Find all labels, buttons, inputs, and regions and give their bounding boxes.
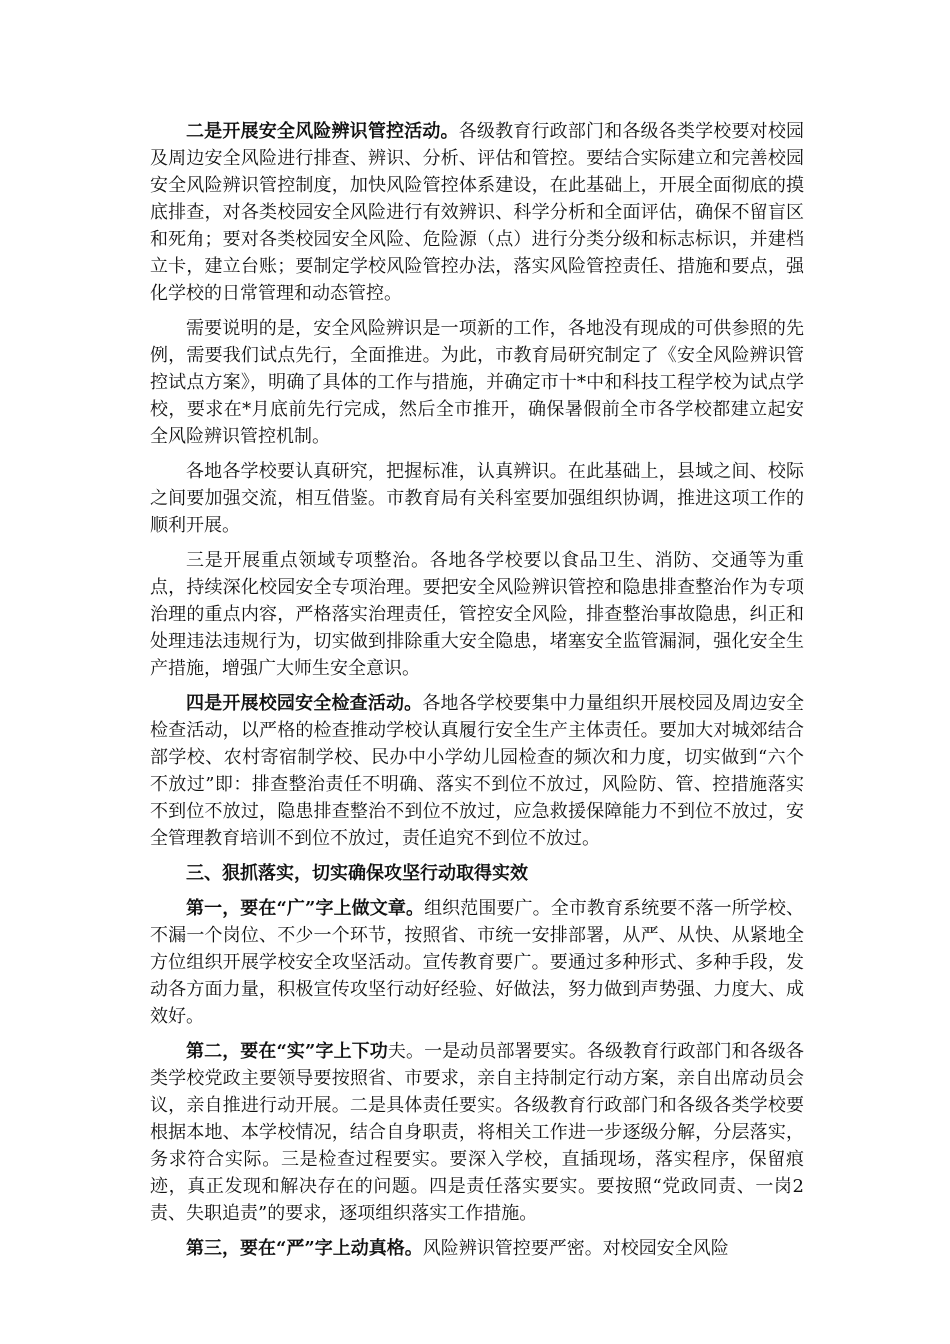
paragraph-third bbox=[150, 1235, 804, 1262]
paragraph-text: 需要说明的是，安全风险辨识是一项新的工作，各地没有现成的可供参照的先例，需要我们试点先行，全面推进。为此，市教育局研究制定了《安全风险辨识管控试点方案》，明确了具体的工作与措施，并确定市十*中和科技工程学校为试点学校，要求在*月底前先行完成，然后全市推开，确保暑假前全市各学校都建立起安全风险辨识管控机制。 bbox=[150, 318, 804, 447]
paragraph-first bbox=[150, 895, 804, 1030]
paragraph-explanation bbox=[150, 315, 804, 450]
paragraph-lead: 第一，要在“广”字上做文章。 bbox=[186, 898, 425, 919]
paragraph-text: 各级教育行政部门和各级各类学校要对校园及周边安全风险进行排查、辨识、分析、评估和管控。要结合实际建立和完善校园安全风险辨识管控制度，加快风险管控体系建设，在此基础上，开展全面彻底的摸底排查，对各类校园安全风险进行有效辨识、科学分析和全面评估，确保不留盲区和死角；要对各类校园安全风险、危险源（点）进行分类分级和标志标识，并建档立卡，建立台账；要制定学校风险管控办法，落实风险管控责任、措施和要点，强化学校的日常管理和动态管控。 bbox=[150, 121, 805, 304]
paragraph-text: 风险辨识管控要严密。对校园安全风险 bbox=[422, 1238, 729, 1259]
paragraph-lead: 第二，要在“实”字上下功 bbox=[186, 1041, 388, 1062]
paragraph-lead: 第三，要在“严”字上动真格。 bbox=[186, 1238, 423, 1259]
paragraph-text: 各地各学校要认真研究，把握标准，认真辨识。在此基础上，县域之间、校际之间要加强交流，相互借鉴。市教育局有关科室要加强组织协调，推进这项工作的顺利开展。 bbox=[150, 461, 804, 536]
paragraph-text: 组织范围要广。全市教育系统要不落一所学校、不漏一个岗位、不少一个环节，按照省、市统一安排部署，从严、从快、从紧地全方位组织开展学校安全攻坚活动。宣传教育要广。要通过多种形式、多种手段，发动各方面力量，积极宣传攻坚行动好经验、好做法，努力做到声势强、力度大、成效好。 bbox=[150, 898, 804, 1027]
paragraph-second bbox=[150, 1038, 804, 1227]
paragraph-special-rectification bbox=[150, 547, 804, 682]
paragraph-text: 夫。一是动员部署要实。各级教育行政部门和各级各类学校党政主要领导要按照省、市要求，亲自主持制定行动方案，亲自出席动员会议，亲自推进行动开展。二是具体责任要实。各级教育行政部门和各级各类学校要根据本地、本学校情况，结合自身职责，将相关工作进一步逐级分解，分层落实，务求符合实际。三是检查过程要实。要深入学校，直插现场，落实程序，保留痕迹，真正发现和解决存在的问题。四是责任落实要实。要按照“党政同责、一岗2责、失职追责”的要求，逐项组织落实工作措施。 bbox=[150, 1041, 804, 1224]
paragraph-lead: 四是开展校园安全检查活动。 bbox=[186, 693, 423, 714]
section-heading: 三、狠抓落实，切实确保攻坚行动取得实效 bbox=[186, 863, 528, 884]
paragraph-risk-identification bbox=[150, 118, 804, 307]
paragraph-text: 各地各学校要集中力量组织开展校园及周边安全检查活动，以严格的检查推动学校认真履行安全生产主体责任。要加大对城郊结合部学校、农村寄宿制学校、民办中小学幼儿园检查的频次和力度，切实做到“六个不放过”即：排查整治责任不明确、落实不到位不放过，风险防、管、控措施落实不到位不放过，隐患排查整治不到位不放过，应急救援保障能力不到位不放过，安全管理教育培训不到位不放过，责任追究不到位不放过。 bbox=[150, 693, 805, 849]
paragraph-text: 三是开展重点领域专项整治。各地各学校要以食品卫生、消防、交通等为重点，持续深化校园安全专项治理。要把安全风险辨识管控和隐患排查整治作为专项治理的重点内容，严格落实治理责任，管控安全风险，排查整治事故隐患，纠正和处理违法违规行为，切实做到排除重大安全隐患，堵塞安全监管漏洞，强化安全生产措施，增强广大师生安全意识。 bbox=[150, 550, 804, 679]
paragraph-research bbox=[150, 458, 804, 539]
paragraph-safety-inspection bbox=[150, 690, 804, 852]
document-page bbox=[150, 118, 804, 1270]
paragraph-lead: 二是开展安全风险辨识管控活动。 bbox=[186, 121, 459, 142]
